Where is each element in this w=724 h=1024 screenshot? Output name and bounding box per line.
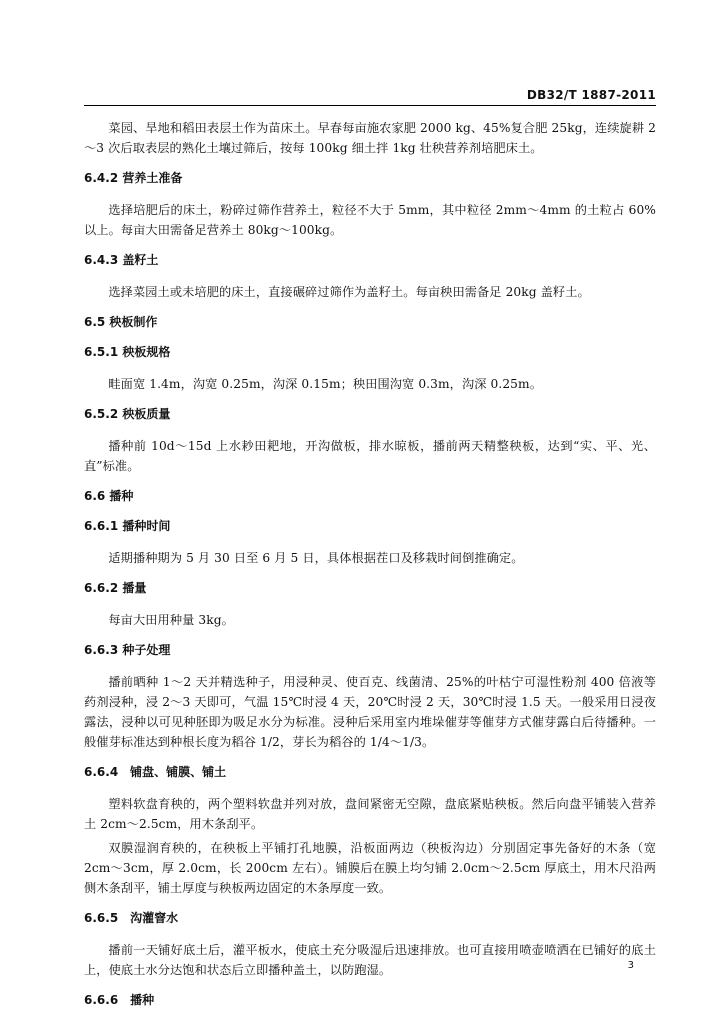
paragraph: 双膜湿润育秧的，在秧板上平铺打孔地膜，沿板面两边（秧板沟边）分别固定事先备好的木条（宽 2cm～3cm，厚 2.0cm，长 200cm 左右）。铺膜后在膜上均匀铺 2.0cm～2.5cm 厚底土，用木尺沿两侧木条刮平，铺土厚度与秧板两边固定的木条厚度一致。: [84, 841, 656, 895]
header-rule: [84, 105, 656, 106]
paragraph: 播种前 10d～15d 上水耖田耙地，开沟做板，排水晾板，播前两天精整秧板，达到“实、平、光、直”标准。: [84, 439, 656, 473]
section-heading: 6.6.4 铺盘、铺膜、铺土: [84, 765, 227, 779]
section-heading: 6.6.2 播量: [84, 581, 147, 595]
paragraph: 塑料软盘育秧的，两个塑料软盘并列对放，盘间紧密无空隙，盘底紧贴秧板。然后向盘平铺装入营养土 2cm～2.5cm，用木条刮平。: [84, 797, 656, 831]
section-heading: 6.6.1 播种时间: [84, 519, 171, 533]
section-heading: 6.5 秧板制作: [84, 315, 158, 329]
section-heading: 6.5.2 秧板质量: [84, 407, 171, 421]
section-heading: 6.6 播种: [84, 489, 134, 503]
page-number: 3: [627, 960, 634, 971]
paragraph: 畦面宽 1.4m，沟宽 0.25m，沟深 0.15m；秧田围沟宽 0.3m，沟深 0.25m。: [108, 377, 542, 391]
section-heading: 6.4.2 营养土准备: [84, 171, 183, 185]
section-heading: 6.6.6 播种: [84, 993, 155, 1007]
paragraph: 适期播种期为 5 月 30 日至 6 月 5 日，具体根据茬口及移栽时间倒推确定。: [108, 551, 524, 565]
paragraph: 选择培肥后的床土，粉碎过筛作营养土，粒径不大于 5mm，其中粒径 2mm～4mm 的土粒占 60%以上。每亩大田需备足营养土 80kg～100kg。: [84, 203, 656, 237]
section-heading: 6.6.5 沟灌窨水: [84, 911, 179, 925]
paragraph: 播前晒种 1～2 天并精选种子，用浸种灵、使百克、线菌清、25%的叶枯宁可湿性粉剂 400 倍液等药剂浸种，浸 2～3 天即可，气温 15℃时浸 4 天，20℃时浸 2 天，30℃时浸 1.5 天。一般采用日浸夜露法，浸种以可见种胚即为吸足水分为标准。浸种后采用室内堆垛催芽等催芽方式催芽露白后待播种。一般催芽标准达到种根长度为稻谷 1/2，芽长为稻谷的 1/4～1/3。: [84, 675, 656, 749]
paragraph: 播前一天铺好底土后，灌平板水，使底土充分吸湿后迅速排放。也可直接用喷壶喷洒在已铺好的底土上，使底土水分达饱和状态后立即播种盖土，以防跑湿。: [84, 943, 656, 977]
section-heading: 6.5.1 秧板规格: [84, 345, 171, 359]
standard-code: DB32/T 1887-2011: [526, 88, 656, 102]
section-heading: 6.6.3 种子处理: [84, 643, 171, 657]
document-body: [84, 118, 656, 1022]
paragraph: 菜园、旱地和稻田表层土作为苗床土。早春每亩施农家肥 2000 kg、45%复合肥 25kg，连续旋耕 2～3 次后取表层的熟化土壤过筛后，按每 100kg 细土拌 1kg 壮秧营养剂培肥床土。: [84, 121, 656, 155]
section-heading: 6.4.3 盖籽土: [84, 253, 159, 267]
paragraph: 每亩大田用种量 3kg。: [108, 613, 234, 627]
paragraph: 选择菜园土或未培肥的床土，直接碾碎过筛作为盖籽土。每亩秧田需备足 20kg 盖籽土。: [108, 285, 590, 299]
